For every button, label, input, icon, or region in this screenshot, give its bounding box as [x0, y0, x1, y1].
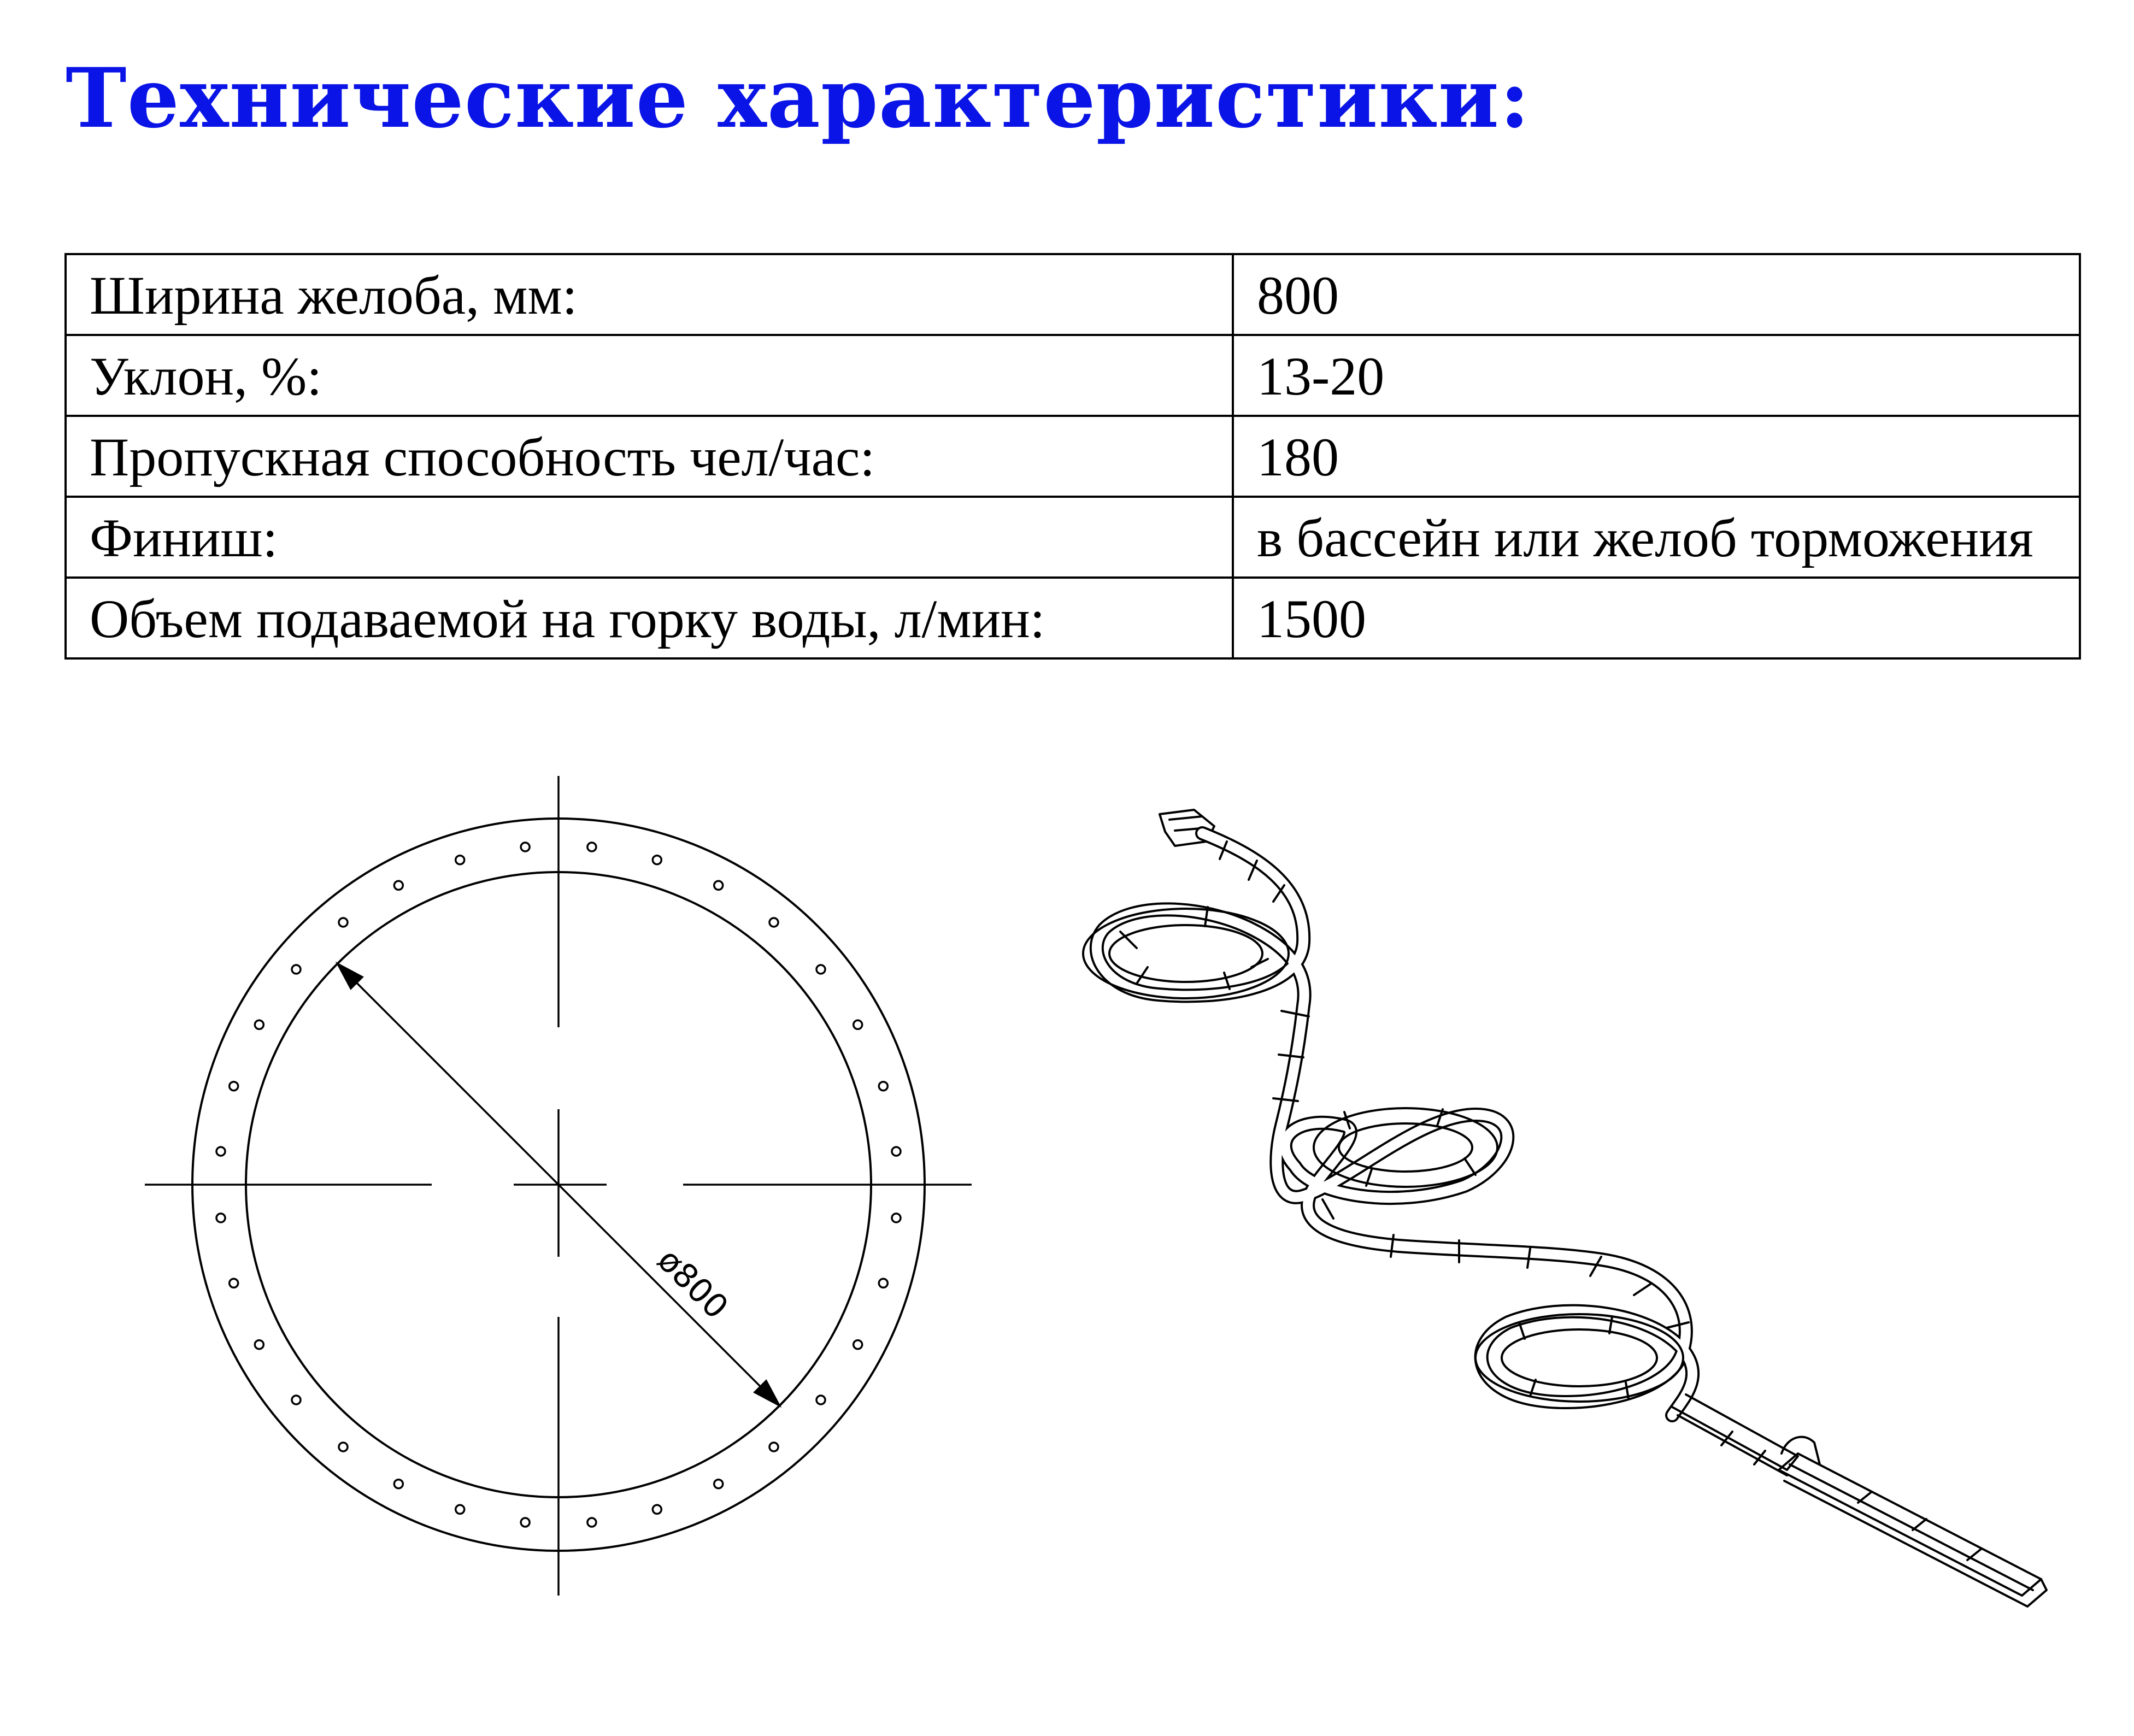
bolt-hole: [769, 1443, 778, 1451]
spec-value-slope: 13-20: [1233, 335, 2080, 416]
bolt-hole: [587, 843, 596, 851]
bolt-hole: [339, 1443, 348, 1451]
bolt-hole: [652, 856, 661, 864]
cross-section-drawing: [145, 776, 972, 1596]
bolt-hole: [854, 1340, 862, 1349]
bolt-hole: [230, 1279, 238, 1287]
bolt-hole: [255, 1340, 263, 1349]
spec-label-slope: Уклон, %:: [66, 335, 1233, 416]
bolt-hole: [216, 1214, 225, 1222]
bolt-hole: [521, 1518, 530, 1527]
bolt-hole: [456, 1505, 465, 1514]
spec-label-finish: Финиш:: [66, 497, 1233, 578]
bolt-hole: [255, 1020, 263, 1029]
spec-label-chute-width: Ширина желоба, мм:: [66, 254, 1233, 335]
bolt-hole: [879, 1279, 887, 1287]
center-lines: [145, 776, 972, 1596]
spec-value-finish: в бассейн или желоб торможения: [1233, 497, 2080, 578]
bolt-hole: [292, 1396, 301, 1404]
water-slide-isometric: [1083, 810, 2047, 1606]
spec-value-capacity: 180: [1233, 416, 2080, 497]
bolt-hole: [394, 881, 403, 890]
bolt-hole: [339, 918, 348, 927]
bolt-hole: [216, 1147, 225, 1156]
page-title: Технические характеристики:: [66, 50, 1531, 146]
bolt-hole: [854, 1020, 862, 1029]
bolt-hole: [714, 1480, 723, 1488]
bolt-hole: [892, 1214, 901, 1222]
spec-label-water-volume: Объем подаваемой на горку воды, л/мин:: [66, 578, 1233, 658]
bolt-hole: [292, 965, 301, 974]
bolt-hole: [230, 1082, 238, 1091]
exit-chute: [1672, 1394, 2047, 1606]
bolt-hole: [394, 1480, 403, 1488]
spec-label-capacity: Пропускная способность чел/час:: [66, 416, 1233, 497]
bolt-hole: [816, 1396, 825, 1404]
spec-value-water-volume: 1500: [1233, 578, 2080, 658]
bolt-hole: [456, 856, 465, 864]
bolt-hole: [879, 1082, 887, 1091]
diameter-label: ø800: [650, 1241, 736, 1327]
bolt-hole: [587, 1518, 596, 1527]
spec-value-chute-width: 800: [1233, 254, 2080, 335]
bolt-hole: [769, 918, 778, 927]
bolt-hole: [892, 1147, 901, 1156]
bolt-hole: [816, 965, 825, 974]
bolt-hole: [652, 1505, 661, 1514]
bolt-hole: [714, 881, 723, 890]
bolt-hole: [521, 843, 530, 851]
